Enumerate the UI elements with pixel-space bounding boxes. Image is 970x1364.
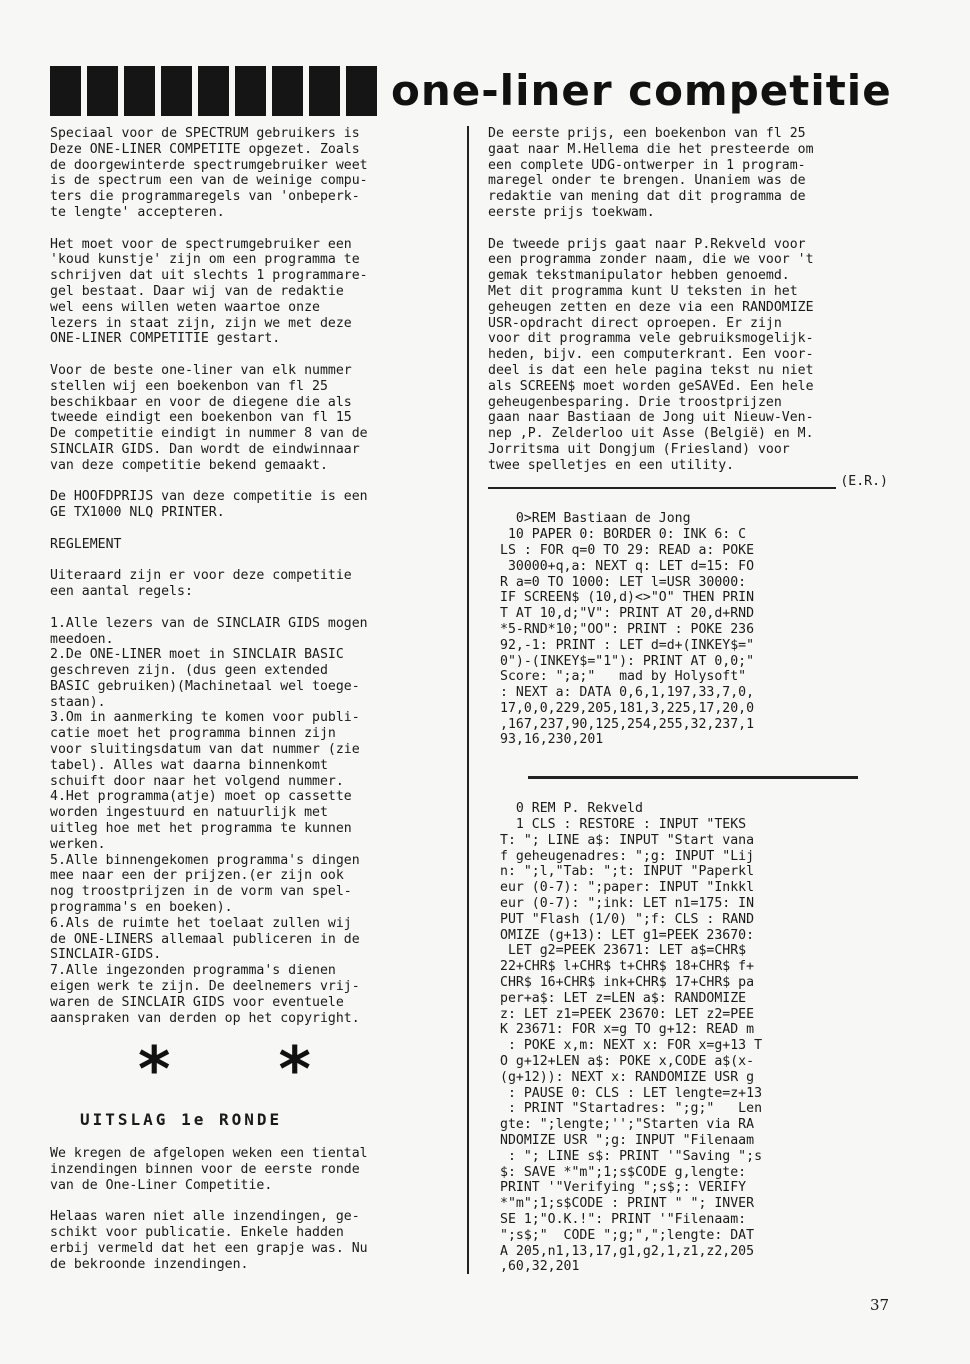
header-block [272, 66, 303, 116]
paragraph: Uiteraard zijn er voor deze competitie een aantal regels: [50, 568, 352, 600]
header-block [87, 66, 118, 116]
code-listing-rekveld: 0 REM P. Rekveld 1 CLS : RESTORE : INPUT "TEKS T: "; LINE a$: INPUT "Start vana f geheugenadres: ";g: INPUT "Lij n: ";l,"Tab: ";t: INPUT "Paperkl eur (0-7): ";paper: INPUT "Inkkl eur (0-7): ";ink: LET n1=175: IN PUT "Flash (1/0) ";f: CLS : RAND OMIZE (g+13): LET g1=PEEK 23670: LET g2=PEEK 23671: LET a$=CHR$ 22+CHR$ l+CHR$ t+CHR$ 18+CHR$ f+ CHR$ 16+CHR$ ink+CHR$ 17+CHR$ pa per+a$: LET z=LEN a$: RANDOMIZE z: LET z1=PEEK 23670: LET z2=PEE K 23671: FOR x=g TO g+12: READ m : POKE x,m: NEXT x: FOR x=g+13 T O g+12+LEN a$: POKE x,CODE a$(x- (g+12)): NEXT x: RANDOMIZE USR g : PAUSE 0: CLS : LET lengte=z+13 : PRINT "Startadres: ";g;" Len gte: ";lengte;'';"Starten via RA NDOMIZE USR ";g: INPUT "Filenaam : "; LINE s$: PRINT '"Saving ";s $: SAVE *"m";1;s$CODE g,lengte: PRINT '"Verifying ";s$;: VERIFY *"m";1;s$CODE : PRINT " "; INVER SE 1;"O.K.!": PRINT '"Filenaam: ";s$;" CODE ";g;",";lengte: DAT A 205,n1,13,17,g1,g2,1,z1,z2,205 ,60,32,201 [500, 801, 763, 1275]
paragraph: Helaas waren niet alle inzendingen, ge- schikt voor publicatie. Enkele hadden erbij vermeld dat het een grapje was. Nu de bekroonde inzendingen. [50, 1209, 368, 1272]
header-block [50, 66, 81, 116]
header-block [309, 66, 340, 116]
column-divider [467, 126, 469, 1274]
page-header [50, 62, 892, 120]
asterisk-icon: * [278, 1033, 311, 1107]
paragraph: De eerste prijs, een boekenbon van fl 25 gaat naar M.Hellema die het presteerde om een complete UDG-ontwerper in 1 program- maregel onder te brengen. Unaniem was de redaktie van mening dat dit programma de eerste prijs toekwam. [488, 126, 814, 220]
right-column [488, 126, 888, 1275]
paragraph: Het moet voor de spectrumgebruiker een 'koud kunstje' zijn om een programma te schrijven dat uit slechts 1 programmare- gel bestaat. Daar wij van de redaktie wel eens willen weten waartoe onze lezers in staat zijn, zijn we met deze ONE-LINER COMPETITIE gestart. [50, 236, 368, 347]
code-listing-bastiaan: 0>REM Bastiaan de Jong 10 PAPER 0: BORDER 0: INK 6: C LS : FOR q=0 TO 29: READ a: POKE 30000+q,a: NEXT q: LET d=15: FO R a=0 TO 1000: LET l=USR 30000: IF SCREEN$ (10,d)<>"O" THEN PRIN T AT 10,d;"V": PRINT AT 20,d+RND *5-RND*10;"OO": PRINT : POKE 236 92,-1: PRINT : LET d=d+(INKEY$=" 0")-(INKEY$="1"): PRINT AT 0,0;" Score: ";a;" mad by Holysoft" : NEXT a: DATA 0,6,1,197,33,7,0, 17,0,0,229,205,181,3,225,17,20,0 ,167,237,90,125,254,255,32,237,1 93,16,230,201 [500, 511, 755, 748]
left-column [50, 126, 445, 1288]
header-block [198, 66, 229, 116]
signature-line [488, 475, 836, 489]
main-prize-paragraph: De HOOFDPRIJS van deze competitie is een GE TX1000 NLQ PRINTER. [50, 489, 368, 521]
header-block [346, 66, 377, 116]
section-heading-reglement: REGLEMENT [50, 536, 122, 552]
author-initials: (E.R.) [840, 473, 888, 489]
rules-list: 1.Alle lezers van de SINCLAIR GIDS mogen meedoen. 2.De ONE-LINER moet in SINCLAIR BASIC geschreven zijn. (dus geen extended BASIC gebruiken)(Machinetaal wel toege- staan). 3.Om in aanmerking te komen voor publi- catie moet het programma binnen zijn voor sluitingsdatum van dat nummer (zie tabel). Alles wat daarna binnenkomt schuift door naar het volgend nummer. 4.Het programma(atje) moet op cassette worden ingestuurd en natuurlijk met uitleg hoe met het programma te kunnen werken. 5.Alle binnengekomen programma's dingen mee naar een der prijzen.(er zijn ook nog troostprijzen in de vorm van spel- programma's en boeken). 6.Als de ruimte het toelaat zullen wij de ONE-LINERS allemaal publiceren in de SINCLAIR-GIDS. 7.Alle ingezonden programma's dienen eigen werk te zijn. De deelnemers vrij- waren de SINCLAIR GIDS voor eventuele aanspraken van derden op het copyright. [50, 615, 368, 1026]
header-block-bar [50, 66, 377, 116]
header-block [161, 66, 192, 116]
asterisk-icon: * [138, 1033, 171, 1107]
star-decoration [138, 1033, 445, 1107]
header-block [124, 66, 155, 116]
code-separator [528, 776, 858, 779]
paragraph: De tweede prijs gaat naar P.Rekveld voor een programma zonder naam, die we voor 't gemak tekstmanipulator hebben genoemd. Met dit programma kunt U teksten in het geheugen zetten en deze via een RANDOMIZE USR-opdracht direct oproepen. Er zijn voor dit programma vele gebruiksmogelijk- heden, bijv. een computerkrant. Een voor- deel is dat een hele pagina tekst nu niet als SCREEN$ moet worden geSAVEd. Een hele geheugenbesparing. Drie troostprijzen gaan naar Bastiaan de Jong uit Nieuw-Ven- nep ,P. Zelderloo uit Asse (België) en M. Jorritsma uit Dongjum (Friesland) voor twee spelletjes en een utility. [488, 236, 814, 473]
signature-row [488, 474, 888, 490]
header-block [235, 66, 266, 116]
page-number: 37 [870, 1296, 890, 1314]
paragraph: We kregen de afgelopen weken een tiental inzendingen binnen voor de eerste ronde van de One-Liner Competitie. [50, 1146, 368, 1193]
page-title: one-liner competitie [391, 66, 892, 115]
intro-paragraph: Speciaal voor de SPECTRUM gebruikers is Deze ONE-LINER COMPETITE opgezet. Zoals de doorgewinterde spectrumgebruiker weet is de spectrum een van de weinige compu- ters die programmaregels van 'onbeperk- te lengte' accepteren. [50, 126, 368, 220]
prize-paragraph: Voor de beste one-liner van elk nummer stellen wij een boekenbon van fl 25 beschikbaar en voor de diegene die als tweede eindigt een boekenbon van fl 15 De competitie eindigt in nummer 8 van de SINCLAIR GIDS. Dan wordt de eindwinnaar van deze competitie bekend gemaakt. [50, 362, 368, 473]
section-heading-uitslag: UITSLAG 1e RONDE [80, 1110, 283, 1130]
